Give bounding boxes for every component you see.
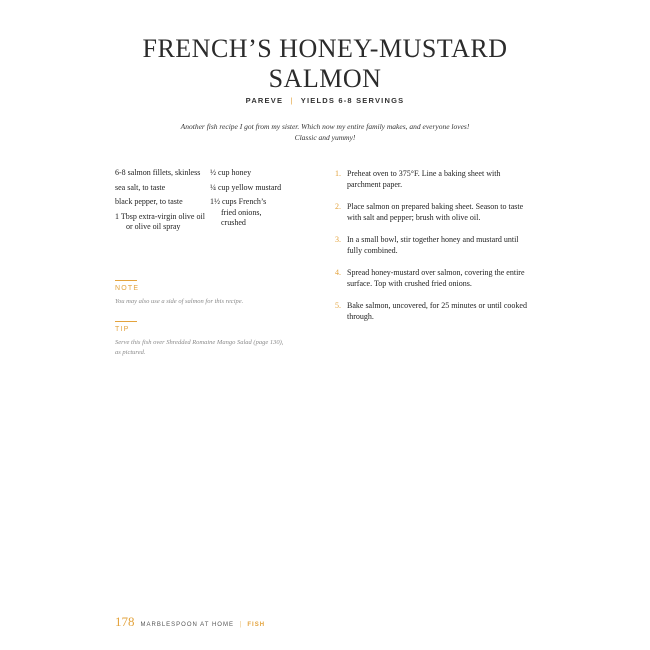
footer-separator: | xyxy=(239,620,242,628)
step-number: 5. xyxy=(335,301,341,310)
ingredients-column-1 xyxy=(115,168,205,237)
step-text: In a small bowl, stir together honey and mustard until fully combined. xyxy=(347,235,519,255)
tip-box xyxy=(115,321,290,357)
recipe-meta xyxy=(150,96,500,105)
book-title: MARBLESPOON AT HOME xyxy=(140,622,234,628)
step-text: Preheat oven to 375°F. Line a baking sheet with parchment paper. xyxy=(347,169,501,189)
page-footer xyxy=(115,614,265,630)
instruction-step xyxy=(335,267,530,289)
step-number: 2. xyxy=(335,202,341,211)
ingredient-item: ½ cup honey xyxy=(210,168,252,177)
step-text: Spread honey-mustard over salmon, covering the entire surface. Top with crushed fried onions. xyxy=(347,268,525,288)
note-box xyxy=(115,280,290,307)
step-text: Place salmon on prepared baking sheet. Season to taste with salt and pepper; brush with olive oil. xyxy=(347,202,524,222)
instruction-step xyxy=(335,300,530,322)
yields-label: YIELDS 6-8 SERVINGS xyxy=(300,96,405,105)
tip-label: TIP xyxy=(115,326,130,333)
title-line-2: SALMON xyxy=(268,64,382,93)
step-number: 3. xyxy=(335,235,341,244)
ingredient-item: 1½ cups French’s fried onions, crushed xyxy=(210,197,267,227)
ingredient-item: ¼ cup yellow mustard xyxy=(210,182,282,192)
note-divider xyxy=(115,280,137,281)
instructions-list xyxy=(335,168,530,333)
note-text: You may also use a side of salmon for this recipe. xyxy=(115,298,244,305)
step-number: 1. xyxy=(335,169,341,178)
page-number: 178 xyxy=(115,614,135,629)
instruction-step xyxy=(335,234,530,256)
category-label: PAREVE xyxy=(245,96,284,105)
recipe-intro: Another fish recipe I got from my sister. Which now my entire family makes, and everyone loves! Classic and yummy! xyxy=(180,122,470,142)
title-line-1: FRENCH’S HONEY-MUSTARD xyxy=(142,34,508,63)
ingredient-item: 1 Tbsp extra-virgin olive oil or olive oil spray xyxy=(115,211,205,231)
ingredient-item: black pepper, to taste xyxy=(115,197,183,206)
meta-separator: | xyxy=(290,96,294,105)
section-name: FISH xyxy=(247,622,266,628)
step-text: Bake salmon, uncovered, for 25 minutes or until cooked through. xyxy=(347,301,527,321)
ingredients-column-2 xyxy=(210,168,282,233)
tip-divider xyxy=(115,321,137,322)
recipe-title xyxy=(100,34,550,94)
step-number: 4. xyxy=(335,268,341,277)
note-label: NOTE xyxy=(115,285,140,292)
ingredient-item: sea salt, to taste xyxy=(115,182,166,192)
instruction-step xyxy=(335,201,530,223)
tip-text: Serve this fish over Shredded Romaine Mango Salad (page 130), as pictured. xyxy=(115,339,284,356)
ingredient-item: 6-8 salmon fillets, skinless xyxy=(115,168,201,177)
instruction-step xyxy=(335,168,530,190)
